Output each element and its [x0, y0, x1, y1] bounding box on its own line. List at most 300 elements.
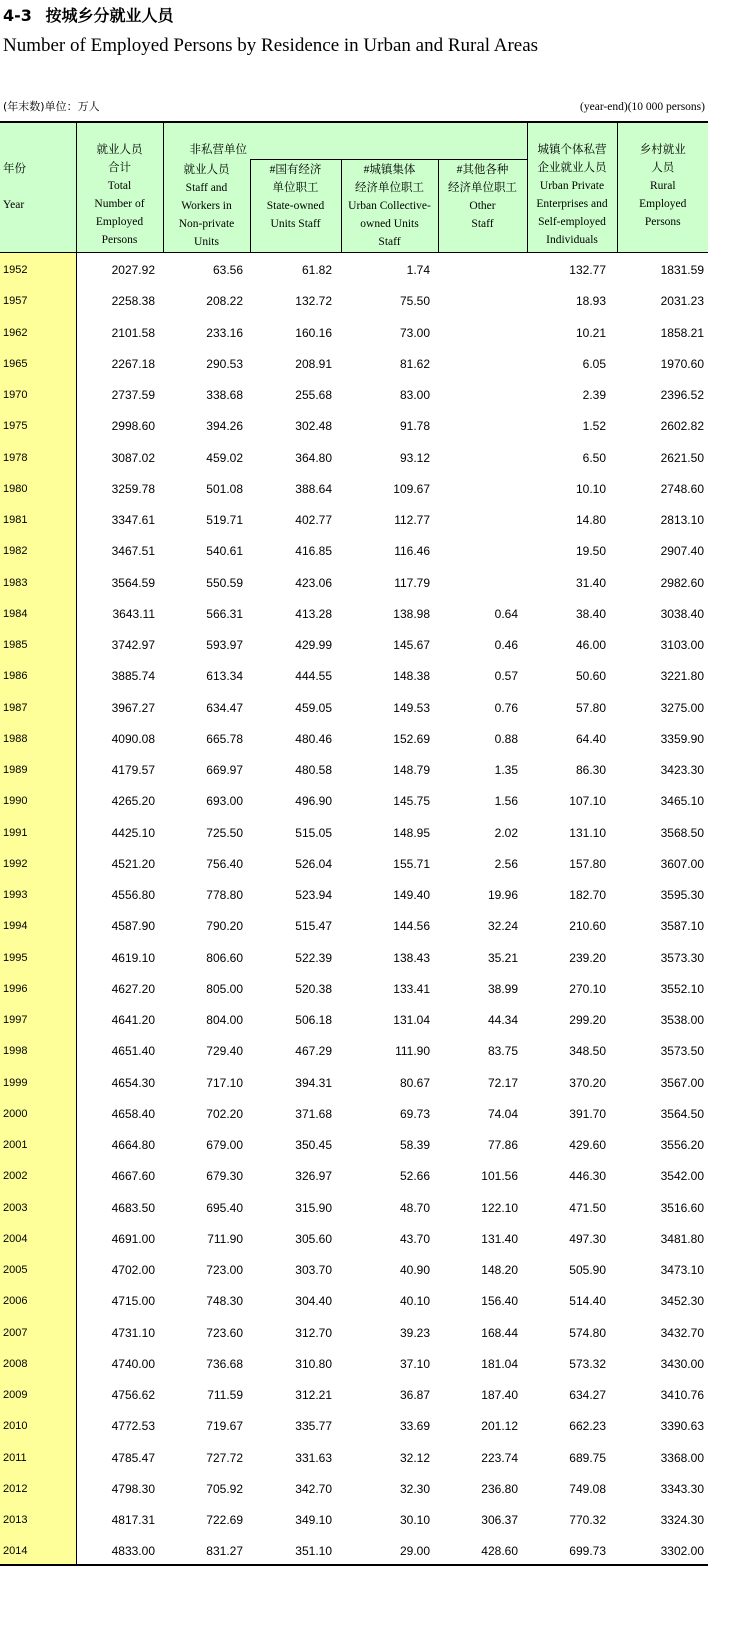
cell-other	[438, 409, 527, 440]
cell-rural: 3556.20	[660, 1138, 704, 1153]
cell-total: 2258.38	[111, 294, 155, 309]
cell-urban-private: 132.77	[569, 263, 606, 278]
table-row	[0, 659, 708, 690]
cell-urban-private: 348.50	[569, 1044, 606, 1059]
cell-state-owned: 496.90	[295, 794, 332, 809]
cell-urban-private: 1.52	[582, 419, 606, 434]
header-total-line: Total	[107, 180, 132, 192]
cell-other: 131.40	[481, 1231, 518, 1246]
cell-rural: 3430.00	[660, 1356, 704, 1371]
cell-total: 4641.20	[111, 1013, 155, 1028]
header-nonprivate-line: Staff and	[185, 181, 228, 194]
year-cell: 1988	[0, 721, 76, 752]
cell-other: 72.17	[487, 1075, 518, 1090]
table-row	[0, 971, 708, 1002]
cell-other: 101.56	[481, 1169, 518, 1184]
cell-rural: 3567.00	[660, 1075, 704, 1090]
cell-total: 4683.50	[111, 1200, 155, 1215]
cell-rural: 3587.10	[660, 919, 704, 934]
cell-nonprivate: 665.78	[206, 731, 243, 746]
year-cell: 1980	[0, 471, 76, 502]
cell-total: 4756.62	[111, 1388, 155, 1403]
cell-other	[438, 284, 527, 315]
table-row	[0, 815, 708, 846]
cell-other	[438, 471, 527, 502]
table-title: 4-3 按城乡分就业人员	[3, 6, 174, 25]
cell-state-owned: 351.10	[250, 1534, 341, 1565]
header-row-1	[0, 122, 708, 160]
cell-urban-private: 471.50	[569, 1200, 606, 1215]
cell-urban-private: 573.32	[569, 1356, 606, 1371]
cell-urban-private: 6.50	[582, 450, 606, 465]
header-nonprivate-line: Workers in	[181, 199, 232, 212]
cell-urban-collective: 148.95	[393, 825, 430, 840]
cell-nonprivate: 290.53	[206, 356, 243, 371]
cell-nonprivate: 394.26	[206, 419, 243, 434]
cell-urban-private: 749.08	[569, 1481, 606, 1496]
cell-urban-collective: 75.50	[399, 294, 430, 309]
cell-rural: 3552.10	[660, 981, 704, 996]
cell-urban-private: 270.10	[569, 981, 606, 996]
cell-total: 4090.08	[111, 731, 155, 746]
year-cell: 2002	[0, 1159, 76, 1190]
cell-total: 4772.53	[111, 1419, 155, 1434]
cell-total: 3742.97	[111, 638, 155, 653]
header-state-owned	[250, 160, 341, 253]
cell-nonprivate: 519.71	[206, 513, 243, 528]
cell-total: 3643.11	[112, 606, 155, 621]
header-rural-line: Employed	[639, 198, 687, 210]
cell-other: 0.88	[494, 731, 518, 746]
cell-urban-private: 574.80	[569, 1325, 606, 1340]
cell-state-owned: 349.10	[295, 1513, 332, 1528]
cell-other	[438, 346, 527, 377]
cell-other: 1.35	[494, 763, 518, 778]
table-row	[0, 1253, 708, 1284]
cell-urban-collective: 133.41	[393, 981, 430, 996]
cell-other	[438, 440, 527, 471]
table-row	[0, 1409, 708, 1440]
cell-total: 4664.80	[111, 1138, 155, 1153]
table-row	[0, 628, 708, 659]
cell-state-owned: 371.68	[295, 1106, 332, 1121]
cell-total: 4627.20	[111, 981, 155, 996]
cell-other: 0.46	[494, 638, 518, 653]
cell-state-owned: 480.46	[295, 731, 332, 746]
cell-other	[438, 565, 527, 596]
year-cell: 2012	[0, 1471, 76, 1502]
cell-other: 428.60	[438, 1534, 527, 1565]
table-row	[0, 1221, 708, 1252]
table-row	[0, 565, 708, 596]
year-cell: 2001	[0, 1128, 76, 1159]
header-urban-collective-line: 经济单位职工	[355, 182, 424, 194]
cell-rural: 3103.00	[660, 638, 704, 653]
cell-urban-private: 10.21	[575, 325, 606, 340]
header-total-line: Persons	[101, 234, 138, 246]
cell-total: 2101.58	[111, 325, 155, 340]
cell-other: 148.20	[481, 1263, 518, 1278]
cell-urban-collective: 93.12	[399, 450, 430, 465]
cell-urban-collective: 91.78	[399, 419, 430, 434]
table-row	[0, 1003, 708, 1034]
cell-state-owned: 61.82	[301, 263, 332, 278]
cell-total: 4521.20	[111, 856, 155, 871]
cell-total: 4785.47	[111, 1450, 155, 1465]
year-cell: 2000	[0, 1096, 76, 1127]
cell-urban-private: 505.90	[569, 1263, 606, 1278]
cell-urban-private: 157.80	[569, 856, 606, 871]
year-cell: 2009	[0, 1378, 76, 1409]
cell-urban-collective: 149.40	[393, 888, 430, 903]
cell-nonprivate: 459.02	[206, 450, 243, 465]
table-row	[0, 909, 708, 940]
cell-urban-private: 391.70	[569, 1106, 606, 1121]
header-urban-private-line: Self-employed	[538, 216, 606, 228]
cell-nonprivate: 693.00	[206, 794, 243, 809]
header-year-cn: 年份	[3, 163, 26, 175]
cell-state-owned: 304.40	[295, 1294, 332, 1309]
cell-nonprivate: 748.30	[206, 1294, 243, 1309]
cell-urban-collective: 73.00	[399, 325, 430, 340]
table-subtitle: Number of Employed Persons by Residence in Urban and Rural Areas	[3, 35, 539, 56]
cell-state-owned: 326.97	[295, 1169, 332, 1184]
cell-nonprivate: 566.31	[206, 606, 243, 621]
cell-nonprivate: 338.68	[206, 388, 243, 403]
cell-nonprivate: 778.80	[206, 888, 243, 903]
cell-state-owned: 331.63	[295, 1450, 332, 1465]
cell-total: 3347.61	[111, 513, 155, 528]
cell-other: 38.99	[487, 981, 518, 996]
cell-state-owned: 394.31	[295, 1075, 332, 1090]
cell-state-owned: 523.94	[295, 888, 332, 903]
year-cell: 1991	[0, 815, 76, 846]
employment-table	[0, 121, 708, 1566]
cell-total: 4715.00	[111, 1294, 155, 1309]
header-year	[0, 122, 76, 253]
cell-urban-private: 64.40	[575, 731, 606, 746]
year-cell: 1990	[0, 784, 76, 815]
cell-state-owned: 315.90	[295, 1200, 332, 1215]
cell-other: 0.64	[494, 606, 518, 621]
year-cell: 1970	[0, 378, 76, 409]
year-cell: 1994	[0, 909, 76, 940]
cell-other	[438, 503, 527, 534]
cell-state-owned: 402.77	[295, 513, 332, 528]
cell-other	[438, 378, 527, 409]
cell-other: 187.40	[481, 1388, 518, 1403]
cell-rural: 3465.10	[660, 794, 704, 809]
cell-urban-collective: 29.00	[341, 1534, 438, 1565]
cell-rural: 2396.52	[660, 388, 704, 403]
cell-other	[438, 253, 527, 284]
cell-nonprivate: 702.20	[206, 1106, 243, 1121]
cell-rural: 3423.30	[660, 763, 704, 778]
cell-total: 4425.10	[111, 825, 155, 840]
cell-other: 122.10	[481, 1200, 518, 1215]
cell-nonprivate: 805.00	[206, 981, 243, 996]
cell-nonprivate: 722.69	[206, 1513, 243, 1528]
header-other-line: Other	[469, 200, 496, 212]
cell-urban-private: 370.20	[569, 1075, 606, 1090]
cell-total: 3087.02	[111, 450, 155, 465]
year-cell: 1992	[0, 846, 76, 877]
cell-other: 1.56	[494, 794, 518, 809]
cell-other: 0.57	[494, 669, 518, 684]
year-cell: 1978	[0, 440, 76, 471]
header-total	[76, 122, 163, 253]
cell-other: 306.37	[481, 1513, 518, 1528]
cell-nonprivate: 804.00	[206, 1013, 243, 1028]
cell-nonprivate: 719.67	[206, 1419, 243, 1434]
cell-urban-private: 239.20	[569, 950, 606, 965]
cell-urban-private: 86.30	[575, 763, 606, 778]
year-cell: 2005	[0, 1253, 76, 1284]
cell-urban-private: 699.73	[527, 1534, 617, 1565]
header-urban-collective	[341, 160, 438, 253]
cell-state-owned: 364.80	[295, 450, 332, 465]
cell-total: 4651.40	[111, 1044, 155, 1059]
cell-rural: 3516.60	[660, 1200, 704, 1215]
header-urban-collective-line: #城镇集体	[363, 164, 416, 176]
table-row	[0, 315, 708, 346]
cell-total: 2267.18	[111, 356, 155, 371]
cell-other: 236.80	[481, 1481, 518, 1496]
cell-nonprivate: 756.40	[206, 856, 243, 871]
cell-urban-collective: 37.10	[399, 1356, 430, 1371]
cell-total: 4654.30	[111, 1075, 155, 1090]
header-rural-line: 乡村就业	[639, 144, 686, 156]
cell-other	[438, 534, 527, 565]
year-cell: 2013	[0, 1503, 76, 1534]
header-nonprivate-group	[163, 122, 527, 160]
cell-urban-collective: 39.23	[399, 1325, 430, 1340]
header-other	[438, 160, 527, 253]
cell-other: 77.86	[487, 1138, 518, 1153]
cell-urban-collective: 58.39	[399, 1138, 430, 1153]
cell-nonprivate: 501.08	[206, 481, 243, 496]
header-urban-collective-line: owned Units	[360, 218, 419, 230]
cell-state-owned: 467.29	[295, 1044, 332, 1059]
table-row	[0, 253, 708, 284]
cell-nonprivate: 705.92	[206, 1481, 243, 1496]
cell-urban-collective: 81.62	[399, 356, 430, 371]
year-cell: 2003	[0, 1190, 76, 1221]
cell-urban-collective: 30.10	[399, 1513, 430, 1528]
year-cell: 1998	[0, 1034, 76, 1065]
cell-urban-collective: 144.56	[393, 919, 430, 934]
cell-urban-collective: 145.67	[393, 638, 430, 653]
year-cell: 1984	[0, 596, 76, 627]
header-other-line: #其他各种	[456, 164, 509, 176]
year-cell: 1957	[0, 284, 76, 315]
cell-urban-collective: 111.90	[395, 1044, 430, 1059]
cell-urban-private: 10.10	[575, 481, 606, 496]
cell-urban-private: 429.60	[569, 1138, 606, 1153]
cell-nonprivate: 729.40	[206, 1044, 243, 1059]
year-cell: 2011	[0, 1440, 76, 1471]
cell-total: 2998.60	[111, 419, 155, 434]
cell-nonprivate: 63.56	[212, 263, 243, 278]
cell-urban-private: 662.23	[569, 1419, 606, 1434]
cell-state-owned: 459.05	[295, 700, 332, 715]
header-urban-collective-line: Urban Collective-	[348, 200, 431, 212]
cell-total: 4798.30	[111, 1481, 155, 1496]
cell-state-owned: 423.06	[295, 575, 332, 590]
header-rural-line: Rural	[649, 180, 676, 192]
cell-total: 4658.40	[111, 1106, 155, 1121]
cell-urban-collective: 152.69	[393, 731, 430, 746]
cell-state-owned: 416.85	[295, 544, 332, 559]
cell-nonprivate: 679.30	[206, 1169, 243, 1184]
cell-other: 0.76	[494, 700, 518, 715]
cell-urban-collective: 36.87	[399, 1388, 430, 1403]
cell-state-owned: 480.58	[295, 763, 332, 778]
table-row	[0, 378, 708, 409]
cell-rural: 3568.50	[660, 825, 704, 840]
cell-nonprivate: 717.10	[206, 1075, 243, 1090]
table-row	[0, 1065, 708, 1096]
cell-state-owned: 312.70	[295, 1325, 332, 1340]
cell-urban-private: 210.60	[569, 919, 606, 934]
table-row	[0, 1034, 708, 1065]
table-row	[0, 1284, 708, 1315]
cell-total: 4702.00	[111, 1263, 155, 1278]
cell-total: 3259.78	[111, 481, 155, 496]
cell-total: 3885.74	[111, 669, 155, 684]
cell-urban-private: 2.39	[582, 388, 606, 403]
cell-urban-collective: 69.73	[399, 1106, 430, 1121]
cell-nonprivate: 669.97	[206, 763, 243, 778]
table-row	[0, 846, 708, 877]
cell-urban-private: 182.70	[569, 888, 606, 903]
cell-urban-private: 31.40	[575, 575, 606, 590]
cell-urban-private: 131.10	[569, 825, 606, 840]
cell-state-owned: 208.91	[295, 356, 332, 371]
cell-other	[438, 315, 527, 346]
cell-other: 2.56	[494, 856, 518, 871]
cell-rural: 3410.76	[660, 1388, 704, 1403]
cell-total: 4619.10	[111, 950, 155, 965]
cell-urban-collective: 149.53	[393, 700, 430, 715]
table-row	[0, 1346, 708, 1377]
cell-urban-private: 18.93	[575, 294, 606, 309]
cell-state-owned: 312.21	[295, 1388, 332, 1403]
table-header	[0, 122, 708, 253]
cell-urban-collective: 155.71	[393, 856, 430, 871]
cell-other: 168.44	[481, 1325, 518, 1340]
table-row	[0, 1471, 708, 1502]
cell-rural: 3573.50	[660, 1044, 704, 1059]
cell-rural: 2602.82	[660, 419, 704, 434]
cell-urban-collective: 117.79	[394, 575, 430, 590]
header-other-line: 经济单位职工	[448, 182, 517, 194]
cell-total: 3967.27	[111, 700, 155, 715]
header-year-en: Year	[3, 199, 25, 211]
cell-other: 44.34	[487, 1013, 518, 1028]
cell-nonprivate: 613.34	[206, 669, 243, 684]
cell-total: 4691.00	[111, 1231, 155, 1246]
cell-urban-private: 38.40	[575, 606, 606, 621]
cell-rural: 3302.00	[617, 1534, 708, 1565]
cell-rural: 3359.90	[660, 731, 704, 746]
cell-state-owned: 388.64	[295, 481, 332, 496]
cell-other: 19.96	[487, 888, 518, 903]
cell-urban-collective: 148.79	[393, 763, 430, 778]
cell-other: 74.04	[487, 1106, 518, 1121]
year-cell: 2014	[0, 1534, 76, 1565]
cell-rural: 3324.30	[660, 1513, 704, 1528]
year-cell: 1989	[0, 753, 76, 784]
table-row	[0, 940, 708, 971]
table-row	[0, 690, 708, 721]
header-nonprivate-line: Units	[194, 235, 219, 248]
cell-urban-collective: 52.66	[399, 1169, 430, 1184]
cell-other: 223.74	[481, 1450, 518, 1465]
cell-nonprivate: 723.60	[206, 1325, 243, 1340]
table-row	[0, 284, 708, 315]
cell-rural: 2813.10	[660, 513, 704, 528]
cell-state-owned: 350.45	[295, 1138, 332, 1153]
table-row	[0, 1315, 708, 1346]
unit-line	[0, 99, 705, 115]
cell-total: 2737.59	[111, 388, 155, 403]
header-nonprivate-line: Non-private	[178, 217, 235, 230]
cell-other: 156.40	[481, 1294, 518, 1309]
header-urban-collective-line: Staff	[378, 236, 401, 248]
cell-total: 4265.20	[111, 794, 155, 809]
cell-urban-private: 50.60	[575, 669, 606, 684]
cell-urban-private: 46.00	[575, 638, 606, 653]
cell-urban-private: 57.80	[575, 700, 606, 715]
cell-total: 4667.60	[111, 1169, 155, 1184]
cell-other: 181.04	[481, 1356, 518, 1371]
table-row	[0, 503, 708, 534]
table-row	[0, 753, 708, 784]
table-row	[0, 878, 708, 909]
cell-other: 35.21	[487, 950, 518, 965]
cell-nonprivate: 831.27	[163, 1534, 250, 1565]
cell-state-owned: 342.70	[295, 1481, 332, 1496]
cell-urban-collective: 138.43	[393, 950, 430, 965]
cell-nonprivate: 790.20	[206, 919, 243, 934]
cell-rural: 2748.60	[660, 481, 704, 496]
cell-state-owned: 522.39	[295, 950, 332, 965]
cell-rural: 3221.80	[660, 669, 704, 684]
year-cell: 1981	[0, 503, 76, 534]
header-urban-private-line: 城镇个体私营	[537, 144, 607, 156]
cell-rural: 1858.21	[660, 325, 704, 340]
year-cell: 2004	[0, 1221, 76, 1252]
header-urban-private-line: Enterprises and	[536, 198, 608, 210]
year-cell: 1952	[0, 253, 76, 284]
cell-nonprivate: 695.40	[206, 1200, 243, 1215]
cell-rural: 3275.00	[660, 700, 704, 715]
cell-urban-private: 299.20	[569, 1013, 606, 1028]
year-cell: 1975	[0, 409, 76, 440]
cell-total: 3467.51	[111, 544, 155, 559]
header-urban-private	[527, 122, 617, 253]
cell-rural: 3432.70	[660, 1325, 704, 1340]
year-cell: 1985	[0, 628, 76, 659]
cell-rural: 1831.59	[660, 263, 704, 278]
cell-state-owned: 429.99	[295, 638, 332, 653]
cell-urban-collective: 83.00	[399, 388, 430, 403]
cell-total: 4740.00	[111, 1356, 155, 1371]
table-row	[0, 1378, 708, 1409]
cell-nonprivate: 736.68	[206, 1356, 243, 1371]
cell-urban-collective: 43.70	[399, 1231, 430, 1246]
